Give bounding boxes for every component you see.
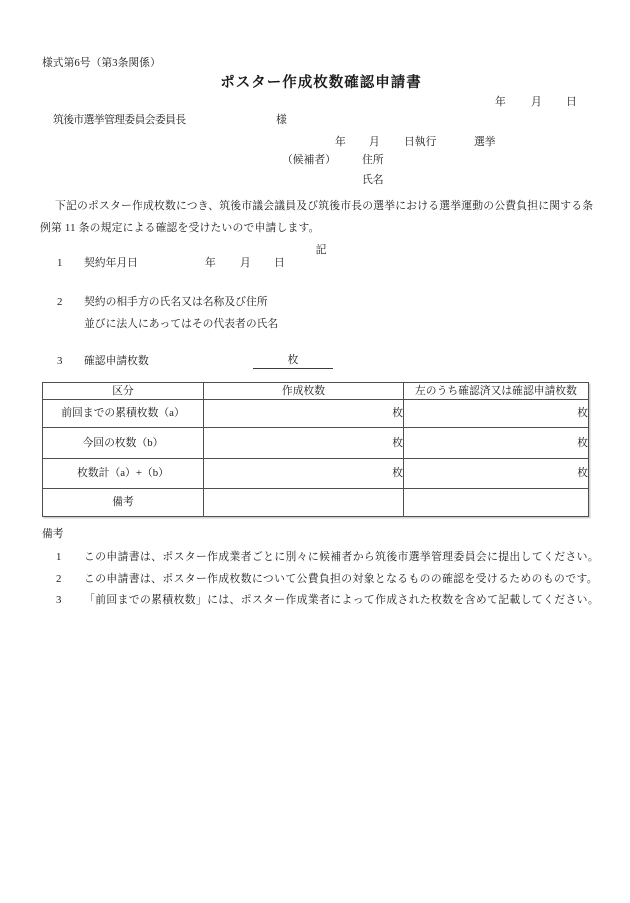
column-header-category: 区分 (43, 383, 204, 400)
candidate-address-label: 住所 (362, 154, 384, 166)
item1-day-label: 日 (274, 257, 285, 269)
addressee-honorific: 様 (276, 114, 287, 126)
page-title: ポスター作成枚数確認申請書 (220, 75, 422, 91)
note1-number: 1 (56, 551, 62, 563)
candidate-prefix-label: （候補者） (282, 154, 336, 166)
election-year-label: 年 (335, 136, 346, 148)
cell-previous-made: 枚 (204, 400, 404, 428)
column-header-made-count: 作成枚数 (204, 383, 404, 400)
item1-month-label: 月 (240, 257, 251, 269)
table-row (43, 489, 589, 517)
request-paragraph: 下記のポスター作成枚数につき、筑後市議会議員及び筑後市長の選挙における選挙運動の公費負担に関する条例第 11 条の規定による確認を受けたいので申請します。 (40, 200, 594, 234)
item2-number: 2 (57, 296, 63, 308)
note3-number: 3 (56, 594, 62, 606)
cell-total-confirmed: 枚 (404, 459, 589, 489)
table-row (43, 428, 589, 459)
record-heading: 記 (315, 244, 327, 256)
election-day-executed-label: 日執行 (404, 136, 437, 148)
date-blank-month-label: 月 (531, 96, 542, 108)
row-label-previous-total: 前回までの累積枚数（a） (43, 400, 204, 428)
table-row (43, 400, 589, 428)
candidate-name-label: 氏名 (362, 174, 384, 186)
column-header-confirmed-count: 左のうち確認済又は確認申請枚数 (404, 383, 589, 400)
form-number: 様式第6号（第3条関係） (42, 57, 161, 69)
row-label-total-count: 枚数計（a）+（b） (43, 459, 204, 489)
note2-text: この申請書は、ポスター作成枚数について公費負担の対象となるものの確認を受けるためのものです。 (84, 573, 598, 585)
cell-remarks-made (204, 489, 404, 517)
addressee: 筑後市選挙管理委員会委員長 (53, 114, 186, 126)
item2-line1: 契約の相手方の氏名又は名称及び住所 (84, 296, 268, 308)
cell-previous-confirmed: 枚 (404, 400, 589, 428)
item3-count-blank (253, 353, 333, 369)
date-blank-year-label: 年 (495, 96, 506, 108)
item2-line2: 並びに法人にあってはその代表者の氏名 (84, 318, 279, 330)
notes-heading: 備考 (42, 528, 64, 540)
item1-label: 契約年月日 (84, 257, 138, 269)
item3-label: 確認申請枚数 (84, 355, 149, 367)
item3-number: 3 (57, 355, 63, 367)
note1-text: この申請書は、ポスター作成業者ごとに別々に候補者から筑後市選挙管理委員会に提出してください。 (84, 551, 600, 563)
note3-text: 「前回までの累積枚数」には、ポスター作成業者によって作成された枚数を含めて記載してください。 (84, 594, 600, 606)
row-label-remarks: 備考 (43, 489, 204, 517)
table-row (43, 459, 589, 489)
cell-current-confirmed: 枚 (404, 428, 589, 459)
table-header-row (43, 383, 589, 400)
cell-total-made: 枚 (204, 459, 404, 489)
date-blank-day-label: 日 (566, 96, 577, 108)
row-label-current-count: 今回の枚数（b） (43, 428, 204, 459)
poster-count-table (42, 382, 589, 517)
cell-remarks-confirmed (404, 489, 589, 517)
item1-number: 1 (57, 257, 63, 269)
cell-current-made: 枚 (204, 428, 404, 459)
note2-number: 2 (56, 573, 62, 585)
item1-year-label: 年 (205, 257, 216, 269)
election-month-label: 月 (369, 136, 380, 148)
election-name-label: 選挙 (474, 136, 496, 148)
item3-unit-label: 枚 (287, 354, 299, 366)
